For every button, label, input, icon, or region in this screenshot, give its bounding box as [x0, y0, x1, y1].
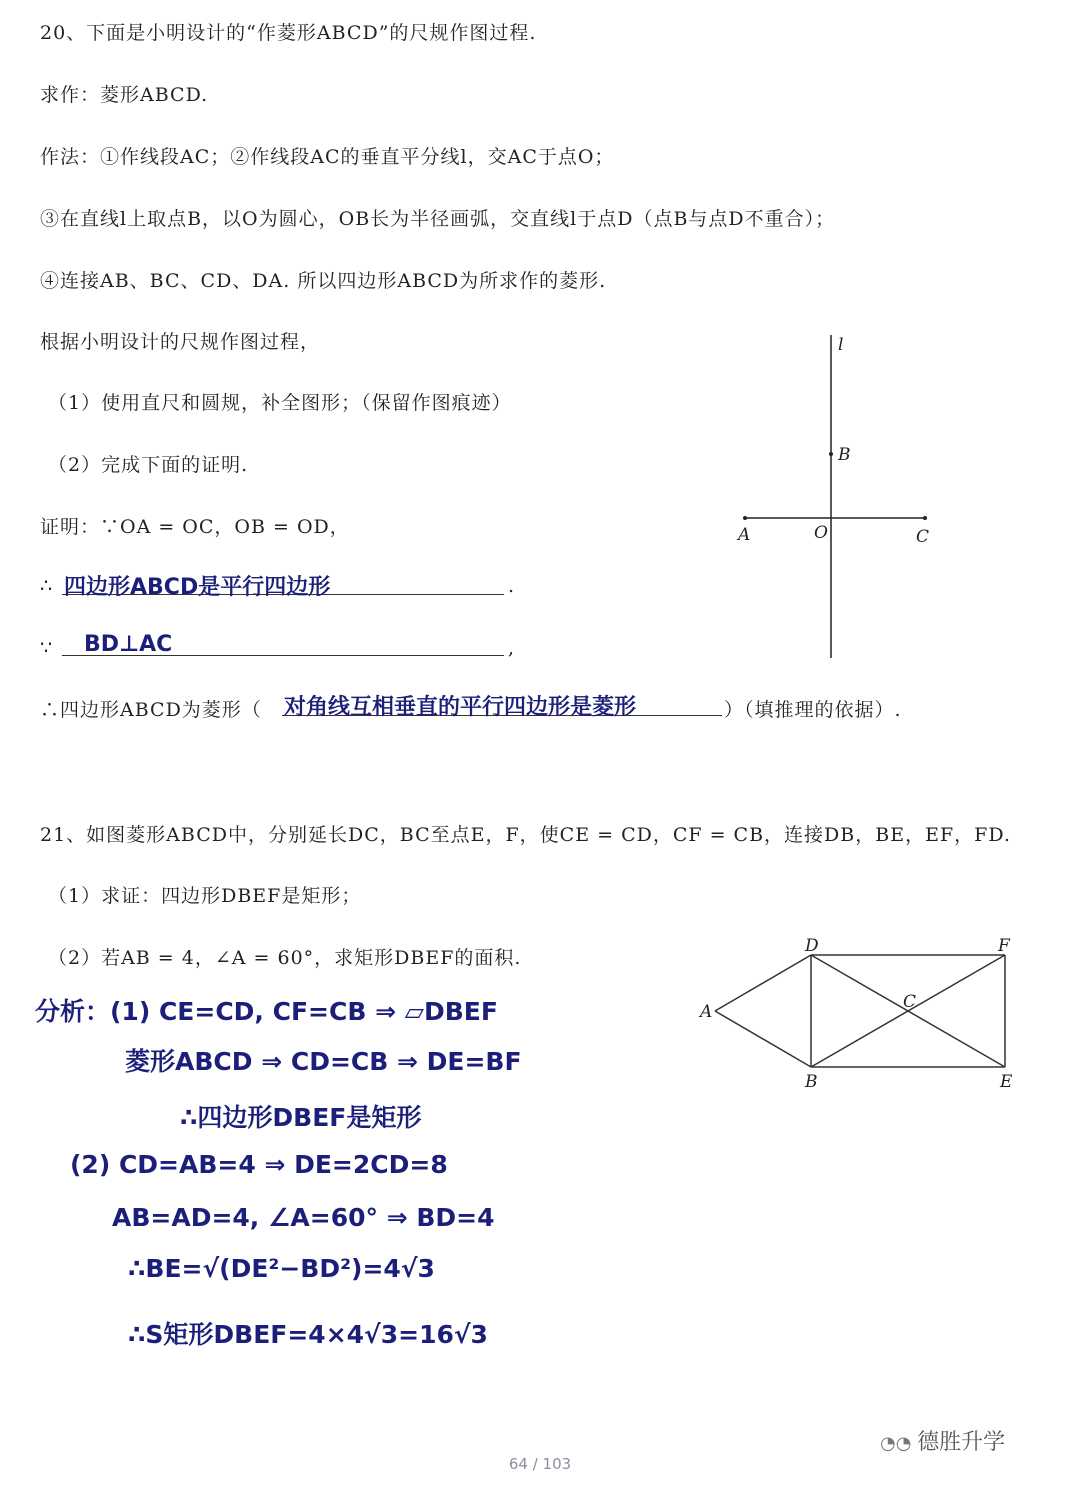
label-b: B — [838, 445, 851, 465]
label-d: D — [805, 936, 819, 956]
q20-part-1: （1）使用直尺和圆规，补全图形；（保留作图痕迹） — [48, 392, 512, 414]
label-f: F — [998, 936, 1010, 956]
hand-line-2: 菱形ABCD ⇒ CD=CB ⇒ DE=BF — [125, 1047, 522, 1076]
side-ad — [715, 955, 811, 1011]
label-e: E — [1000, 1072, 1013, 1092]
watermark: ◔◔ 德胜升学 — [880, 1430, 1006, 1455]
therefore-symbol-1: ∴ — [40, 575, 54, 597]
q20-method-1: 作法：①作线段AC；②作线段AC的垂直平分线l，交AC于点O； — [40, 146, 615, 168]
period-1: . — [508, 575, 516, 597]
conclusion-suffix: ）（填推理的依据）. — [724, 699, 902, 721]
comma-2: , — [508, 637, 516, 659]
label-a: A — [738, 525, 751, 545]
conclusion-prefix: ∴四边形ABCD为菱形（ — [40, 699, 262, 721]
q21-part-1: （1）求证：四边形DBEF是矩形； — [48, 885, 362, 907]
hand-line-3: ∴四边形DBEF是矩形 — [180, 1103, 422, 1132]
q20-method-2: ③在直线l上取点B，以O为圆心，OB长为半径画弧，交直线l于点D（点B与点D不重合）； — [40, 208, 836, 230]
q21-title: 21、如图菱形ABCD中，分别延长DC，BC至点E，F，使CE = CD，CF = CB，连接DB，BE，EF，FD. — [40, 824, 1011, 846]
hand-line-7: ∴S矩形DBEF=4×4√3=16√3 — [128, 1320, 488, 1349]
hand-line-4: (2) CD=AB=4 ⇒ DE=2CD=8 — [70, 1150, 448, 1179]
wechat-icon: ◔◔ — [880, 1433, 918, 1454]
handwritten-answer-2: BD⊥AC — [84, 632, 173, 657]
label-c: C — [916, 527, 930, 547]
q21-figure — [695, 935, 1025, 1095]
hand-line-5: AB=AD=4, ∠A=60° ⇒ BD=4 — [112, 1203, 495, 1232]
point-c — [923, 516, 927, 520]
q20-title: 20、下面是小明设计的“作菱形ABCD”的尺规作图过程. — [40, 22, 537, 44]
q20-according: 根据小明设计的尺规作图过程， — [40, 331, 321, 353]
label-b: B — [805, 1072, 818, 1092]
q20-part-2: （2）完成下面的证明. — [48, 454, 249, 476]
hand-line-6: ∴BE=√(DE²−BD²)=4√3 — [128, 1254, 435, 1283]
q20-requirement: 求作：菱形ABCD. — [40, 84, 209, 106]
hand-line-1: 分析：(1) CE=CD, CF=CB ⇒ ▱DBEF — [35, 997, 498, 1026]
point-a — [743, 516, 747, 520]
handwritten-answer-3: 对角线互相垂直的平行四边形是菱形 — [284, 695, 637, 720]
page-indicator: 64 / 103 — [508, 1455, 572, 1473]
q20-method-3: ④连接AB、BC、CD、DA. 所以四边形ABCD为所求作的菱形. — [40, 270, 607, 292]
side-ab — [715, 1011, 811, 1067]
q20-proof-given: 证明：∵OA = OC，OB = OD， — [40, 516, 350, 538]
label-l: l — [838, 335, 844, 355]
label-a: A — [700, 1002, 713, 1022]
handwritten-answer-1: 四边形ABCD是平行四边形 — [64, 575, 331, 600]
point-b — [829, 452, 833, 456]
because-symbol-2: ∵ — [40, 637, 54, 659]
label-c: C — [903, 992, 917, 1012]
q21-part-2: （2）若AB = 4，∠A = 60°，求矩形DBEF的面积. — [48, 947, 522, 969]
label-o: O — [814, 523, 828, 543]
q20-figure — [720, 330, 960, 670]
